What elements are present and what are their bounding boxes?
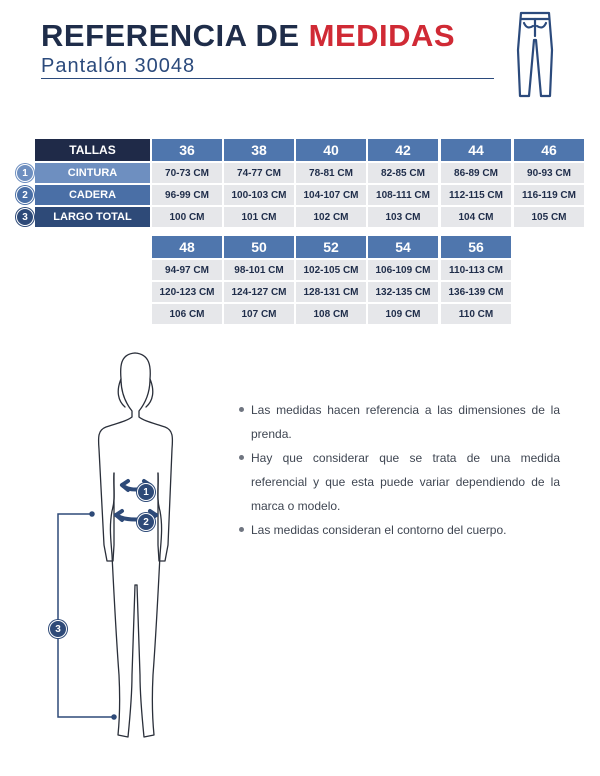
cadera-cell: 104-107 CM bbox=[296, 185, 366, 205]
cintura-cell: 94-97 CM bbox=[152, 260, 222, 280]
tallas-header: TALLAS bbox=[35, 139, 150, 161]
marker-badge-hip: 2 bbox=[137, 513, 155, 531]
row-number-badge: 2 bbox=[16, 186, 34, 204]
note-text: Las medidas hacen referencia a las dimensiones de la prenda. bbox=[251, 403, 560, 441]
note-item bbox=[238, 518, 560, 542]
cintura-cell: 110-113 CM bbox=[441, 260, 511, 280]
cadera-cell: 120-123 CM bbox=[152, 282, 222, 302]
title-part-2: MEDIDAS bbox=[308, 18, 456, 53]
row-label-cintura: CINTURA bbox=[35, 163, 150, 183]
largo-cell: 107 CM bbox=[224, 304, 294, 324]
bullet-icon bbox=[239, 527, 244, 532]
largo-cell: 108 CM bbox=[296, 304, 366, 324]
cadera-cell: 136-139 CM bbox=[441, 282, 511, 302]
title-part-1: REFERENCIA DE bbox=[41, 18, 309, 53]
body-measurement-figure bbox=[40, 345, 240, 755]
largo-cell: 106 CM bbox=[152, 304, 222, 324]
cadera-cell: 132-135 CM bbox=[368, 282, 438, 302]
largo-cell: 101 CM bbox=[224, 207, 294, 227]
marker-badge-waist: 1 bbox=[137, 483, 155, 501]
cadera-cell: 96-99 CM bbox=[152, 185, 222, 205]
size-header: 44 bbox=[441, 139, 511, 161]
cadera-cell: 108-111 CM bbox=[368, 185, 438, 205]
cintura-cell: 70-73 CM bbox=[152, 163, 222, 183]
length-measure-bracket bbox=[58, 512, 116, 719]
size-header: 38 bbox=[224, 139, 294, 161]
size-header: 48 bbox=[152, 236, 222, 258]
page-title bbox=[41, 18, 455, 54]
note-text: Las medidas consideran el contorno del cuerpo. bbox=[251, 523, 507, 537]
largo-cell: 100 CM bbox=[152, 207, 222, 227]
cintura-cell: 98-101 CM bbox=[224, 260, 294, 280]
cintura-cell: 106-109 CM bbox=[368, 260, 438, 280]
cintura-cell: 86-89 CM bbox=[441, 163, 511, 183]
size-header: 40 bbox=[296, 139, 366, 161]
size-header: 46 bbox=[514, 139, 584, 161]
note-text: Hay que considerar que se trata de una medida referencial y que esta puede variar dependiendo de la marca o modelo. bbox=[251, 451, 560, 513]
size-header: 54 bbox=[368, 236, 438, 258]
bullet-icon bbox=[239, 455, 244, 460]
largo-cell: 104 CM bbox=[441, 207, 511, 227]
largo-cell: 102 CM bbox=[296, 207, 366, 227]
cintura-cell: 78-81 CM bbox=[296, 163, 366, 183]
cintura-cell: 90-93 CM bbox=[514, 163, 584, 183]
largo-cell: 105 CM bbox=[514, 207, 584, 227]
page-subtitle: Pantalón 30048 bbox=[41, 55, 196, 77]
largo-cell: 110 CM bbox=[441, 304, 511, 324]
size-header: 52 bbox=[296, 236, 366, 258]
body-silhouette bbox=[99, 353, 173, 737]
cadera-cell: 116-119 CM bbox=[514, 185, 584, 205]
bullet-icon bbox=[239, 407, 244, 412]
header bbox=[41, 18, 455, 78]
row-label-largo-total: LARGO TOTAL bbox=[35, 207, 150, 227]
cadera-cell: 112-115 CM bbox=[441, 185, 511, 205]
note-item bbox=[238, 398, 560, 446]
size-header: 36 bbox=[152, 139, 222, 161]
row-label-cadera: CADERA bbox=[35, 185, 150, 205]
cintura-cell: 102-105 CM bbox=[296, 260, 366, 280]
size-header: 42 bbox=[368, 139, 438, 161]
largo-cell: 109 CM bbox=[368, 304, 438, 324]
cintura-cell: 82-85 CM bbox=[368, 163, 438, 183]
row-number-badge: 1 bbox=[16, 164, 34, 182]
note-item bbox=[238, 446, 560, 518]
cintura-cell: 74-77 CM bbox=[224, 163, 294, 183]
row-number-badge: 3 bbox=[16, 208, 34, 226]
largo-cell: 103 CM bbox=[368, 207, 438, 227]
cadera-cell: 128-131 CM bbox=[296, 282, 366, 302]
marker-badge-length: 3 bbox=[49, 620, 67, 638]
notes-list bbox=[238, 398, 560, 542]
header-divider bbox=[41, 78, 494, 79]
size-header: 56 bbox=[441, 236, 511, 258]
size-header: 50 bbox=[224, 236, 294, 258]
cadera-cell: 124-127 CM bbox=[224, 282, 294, 302]
pants-icon bbox=[515, 10, 555, 100]
cadera-cell: 100-103 CM bbox=[224, 185, 294, 205]
